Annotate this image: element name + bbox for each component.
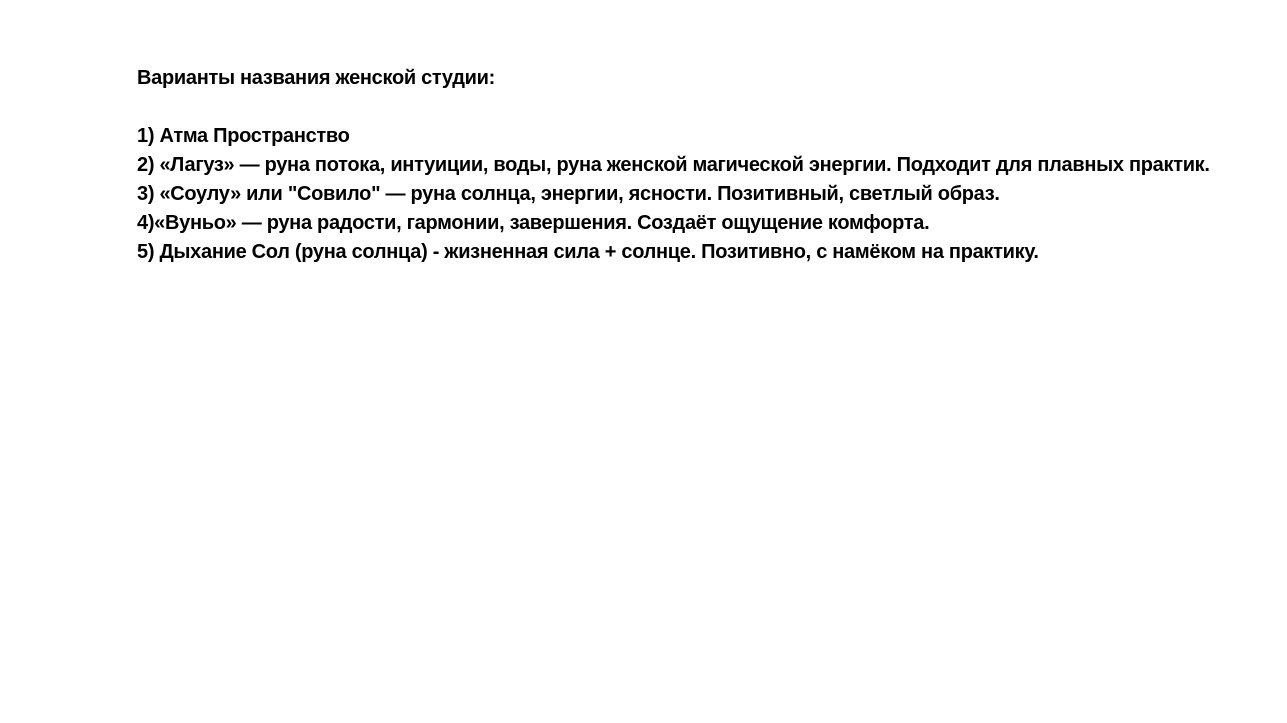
list-item-4: 4)«Вуньо» — руна радости, гармонии, завершения. Создаёт ощущение комфорта. xyxy=(137,212,930,234)
list-item-1: 1) Атма Пространство xyxy=(137,125,350,147)
list-item-2: 2) «Лагуз» — руна потока, интуиции, воды, руна женской магической энергии. Подходит для плавных практик. xyxy=(137,154,1210,176)
document-heading: Варианты названия женской студии: xyxy=(137,67,496,89)
list-item-5: 5) Дыхание Сол (руна солнца) - жизненная сила + солнце. Позитивно, с намёком на практику. xyxy=(137,241,1039,263)
list-item-3: 3) «Соулу» или "Совило" — руна солнца, энергии, ясности. Позитивный, светлый образ. xyxy=(137,183,1000,205)
text-block xyxy=(137,64,1222,267)
